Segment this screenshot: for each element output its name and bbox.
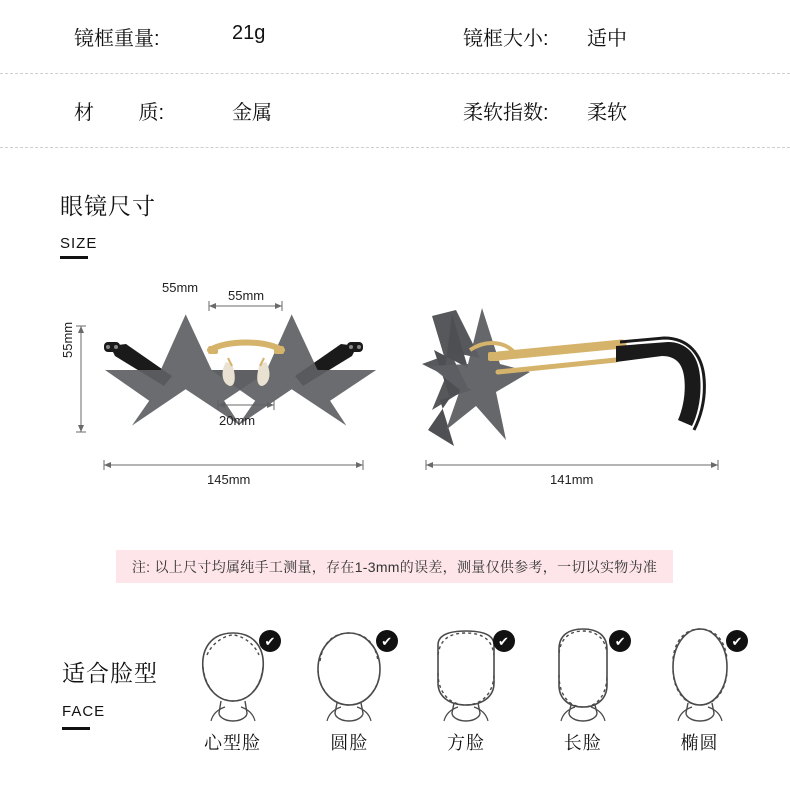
spec-cell-frame-weight — [0, 22, 395, 51]
page-title: 眼镜尺寸 — [60, 193, 156, 219]
dim-nose-text: 20mm — [219, 413, 256, 428]
dim-total-width-text: 145mm — [207, 472, 251, 487]
dim-bridge-text: 55mm — [228, 288, 265, 303]
spec-label: 材 质: — [74, 102, 165, 124]
divider — [62, 727, 90, 730]
list-item — [414, 625, 519, 765]
front-view-diagram — [60, 280, 390, 495]
table-row — [0, 74, 790, 148]
spec-value: 21g — [232, 22, 266, 44]
list-item — [297, 625, 402, 765]
dim-lens-height-text: 55mm — [60, 321, 75, 358]
spec-cell-softness — [395, 96, 790, 125]
spec-value: 适中 — [587, 28, 627, 50]
spec-label: 柔软指数: — [463, 102, 549, 124]
front-view-svg — [60, 280, 390, 495]
list-item — [180, 625, 285, 765]
spec-table — [0, 0, 790, 148]
face-shape-list — [180, 625, 752, 765]
side-view-diagram — [410, 280, 750, 495]
divider — [60, 256, 88, 259]
list-item — [530, 625, 635, 765]
spec-cell-frame-size — [395, 22, 790, 51]
face-shape-label: 圆脸 — [330, 733, 369, 753]
list-item — [647, 625, 752, 765]
spec-label: 镜框大小: — [463, 28, 549, 50]
dim-bridge-label: 55mm — [162, 280, 199, 295]
spec-label: 镜框重量: — [74, 28, 160, 50]
spec-cell-material — [0, 96, 395, 125]
spec-value: 柔软 — [587, 102, 627, 124]
face-shape-label: 长脸 — [563, 733, 602, 753]
face-shape-label: 心型脸 — [204, 733, 261, 753]
face-section-title: 适合脸型 — [62, 660, 158, 686]
measurement-note: 注: 以上尺寸均属纯手工测量，存在1-3mm的误差，测量仅供参考，一切以实物为准 — [116, 550, 673, 583]
table-row — [0, 0, 790, 74]
check-icon: ✔ — [726, 630, 748, 652]
check-icon: ✔ — [376, 630, 398, 652]
size-section-heading — [60, 188, 156, 259]
size-section-subtitle: SIZE — [60, 235, 98, 252]
check-icon: ✔ — [493, 630, 515, 652]
check-icon: ✔ — [609, 630, 631, 652]
spec-value: 金属 — [232, 102, 272, 124]
face-shape-label: 椭圆 — [680, 733, 719, 753]
face-shape-label: 方脸 — [447, 733, 485, 753]
side-view-svg — [410, 280, 750, 495]
check-icon: ✔ — [259, 630, 281, 652]
dim-temple-length-text: 141mm — [550, 472, 594, 487]
face-section-subtitle: FACE — [62, 703, 106, 720]
